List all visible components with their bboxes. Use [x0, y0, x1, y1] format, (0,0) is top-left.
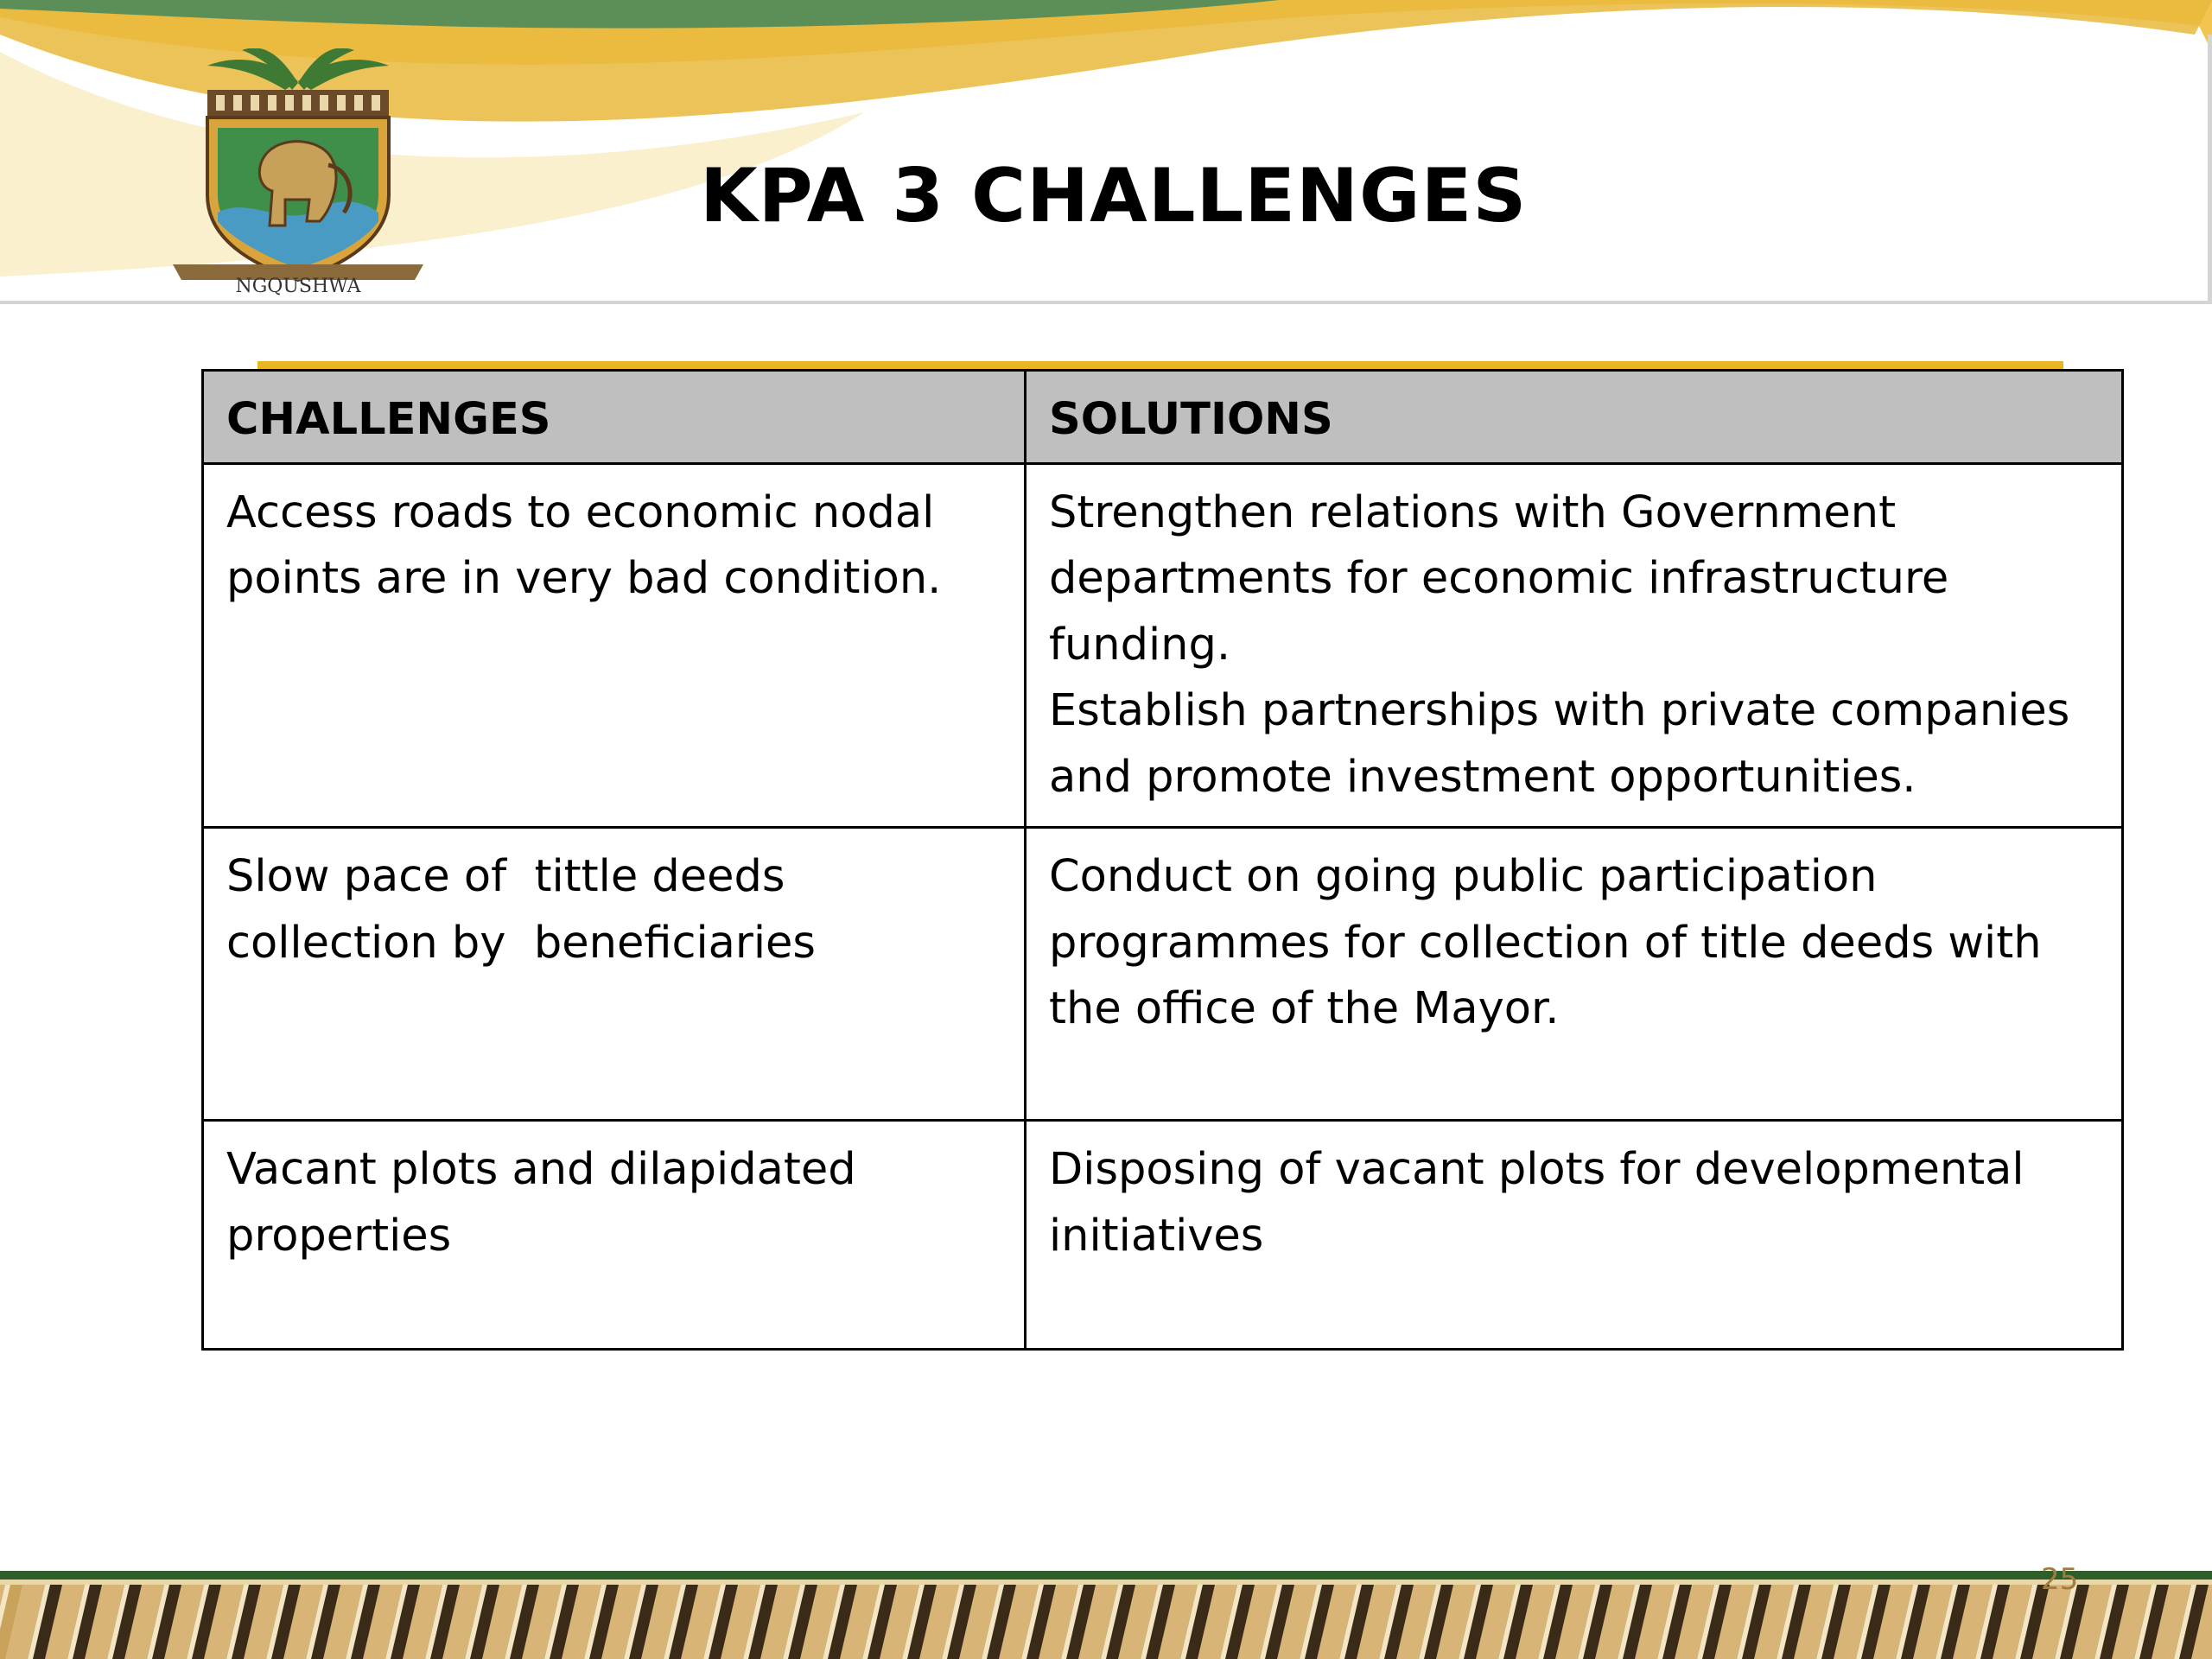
- footer-pattern-band: [0, 1571, 2212, 1659]
- challenge-cell: Slow pace of tittle deeds collection by beneficiaries: [203, 828, 1026, 1121]
- challenge-cell: Vacant plots and dilapidated properties: [203, 1121, 1026, 1350]
- solution-paragraph: Establish partnerships with private companies and promote investment opportunities.: [1049, 685, 2070, 803]
- solution-paragraph: Conduct on going public participation programmes for collection of title deeds with the office of the Mayor.: [1049, 851, 2042, 1034]
- column-header-solutions: SOLUTIONS: [1026, 371, 2123, 464]
- challenge-cell: Access roads to economic nodal points are in very bad condition.: [203, 463, 1026, 828]
- challenges-table-container: [201, 369, 2124, 1351]
- table-row: [203, 1121, 2123, 1350]
- table-row: [203, 463, 2123, 828]
- table-row: [203, 828, 2123, 1121]
- svg-text:NGQUSHWA: NGQUSHWA: [235, 276, 361, 297]
- solution-cell: [1026, 1121, 2123, 1350]
- solution-cell: [1026, 463, 2123, 828]
- table-header-row: [203, 371, 2123, 464]
- column-header-challenges: CHALLENGES: [203, 371, 1026, 464]
- municipal-crest-logo: [156, 48, 441, 299]
- solution-cell: [1026, 828, 2123, 1121]
- solution-paragraph: Disposing of vacant plots for developmental initiatives: [1049, 1144, 2024, 1262]
- challenges-solutions-table: [201, 369, 2124, 1351]
- solution-paragraph: Strengthen relations with Government departments for economic infrastructure funding.: [1049, 486, 1949, 671]
- slide-number: 25: [2041, 1562, 2079, 1597]
- page-title: KPA 3 CHALLENGES: [700, 153, 1528, 239]
